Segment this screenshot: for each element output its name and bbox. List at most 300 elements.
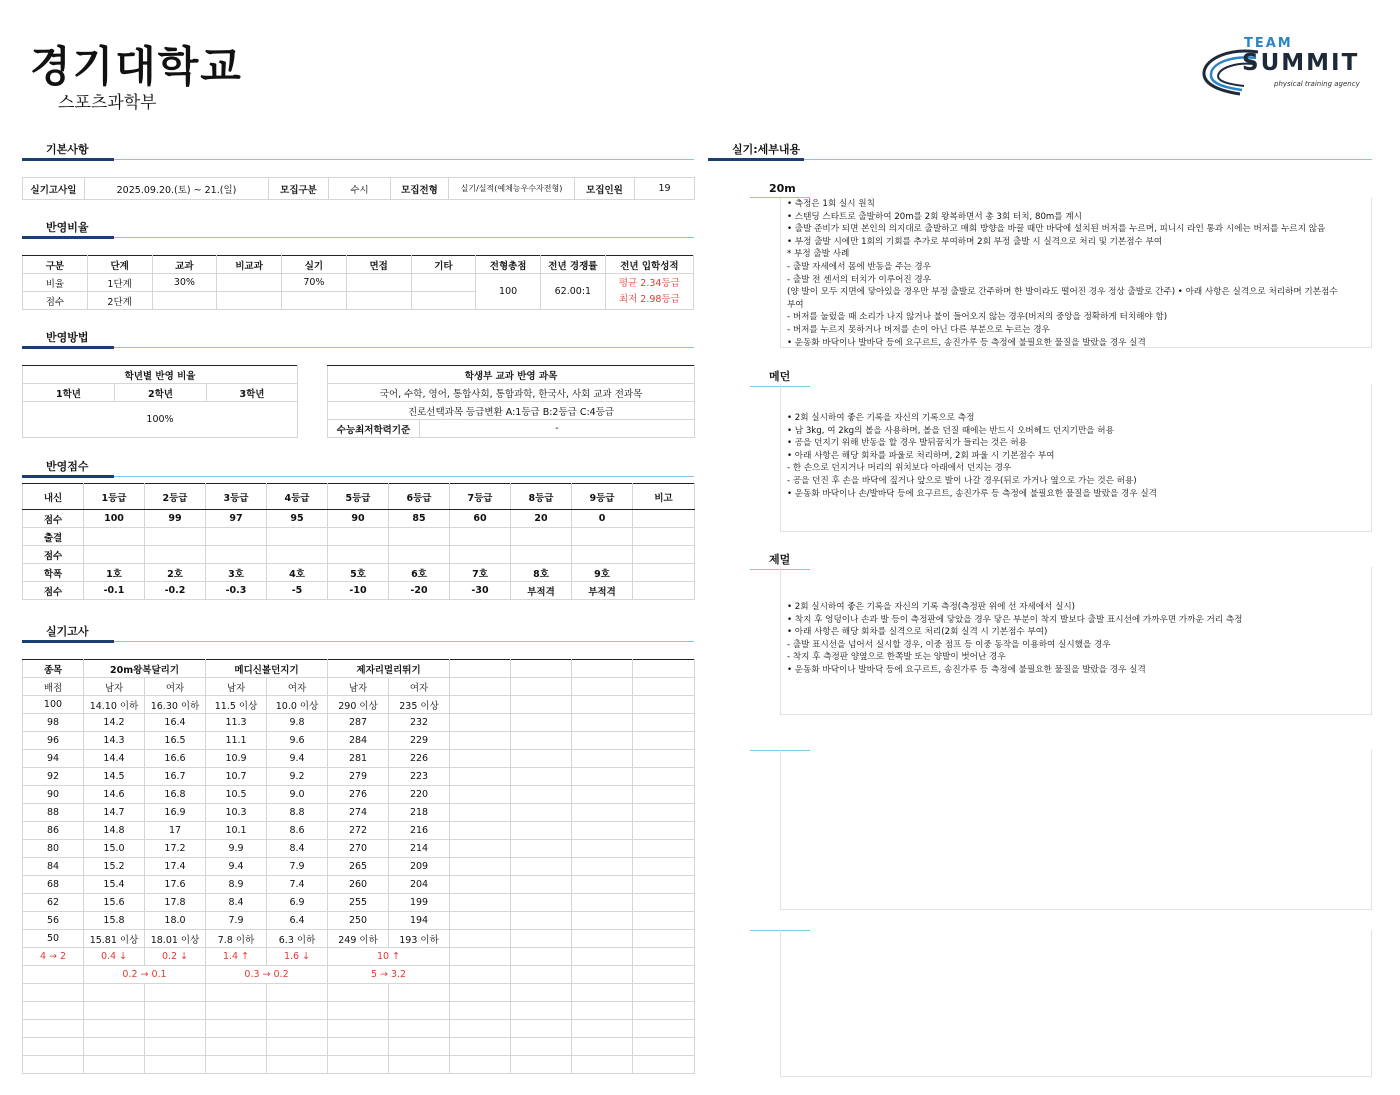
exam-empty-cell [633, 804, 695, 822]
exam-cell: 9.9 [206, 840, 267, 858]
basic-date-label: 실기고사일 [23, 178, 85, 200]
exam-empty-cell [450, 1020, 511, 1038]
ratio-header: 교과 [152, 256, 217, 274]
exam-empty-cell [633, 1020, 695, 1038]
score-cell: 20 [511, 510, 572, 528]
team-summit-logo [1200, 36, 1390, 100]
exam-empty-cell [450, 750, 511, 768]
basic-info-table [22, 177, 695, 200]
logo-team-text: TEAM [1244, 36, 1293, 51]
ratio-grade-min: 최저 2.98등급 [618, 293, 680, 305]
section-header-exam [22, 620, 694, 642]
exam-empty-cell [145, 1056, 206, 1074]
exam-cell: 16.6 [145, 750, 206, 768]
subjects-min-value: - [420, 420, 695, 438]
detail-ball-list [781, 412, 1371, 500]
exam-empty-cell [206, 1056, 267, 1074]
exam-empty-cell [511, 1002, 572, 1020]
score-cell [572, 528, 633, 546]
exam-empty-cell [450, 696, 511, 714]
exam-empty-cell [633, 1002, 695, 1020]
section-title-score: 반영점수 [46, 460, 89, 473]
ratio-cell: 1단계 [87, 274, 152, 292]
score-row [23, 510, 695, 528]
exam-empty-cell [572, 858, 633, 876]
exam-empty-cell [511, 876, 572, 894]
exam-empty-cell [23, 1020, 84, 1038]
exam-blank-row [23, 1020, 695, 1038]
exam-cell: 249 이하 [328, 930, 389, 948]
exam-cell: 229 [389, 732, 450, 750]
exam-cell: 7.9 [267, 858, 328, 876]
exam-cell: 14.2 [84, 714, 145, 732]
exam-empty-cell [572, 732, 633, 750]
score-cell: 5호 [328, 564, 389, 582]
exam-empty-cell [572, 786, 633, 804]
exam-empty-cell [633, 678, 695, 696]
exam-empty-cell [572, 768, 633, 786]
exam-empty-cell [511, 912, 572, 930]
exam-blank-row [23, 984, 695, 1002]
subjects-min-label: 수능최저학력기준 [328, 420, 420, 438]
exam-cell: 17.4 [145, 858, 206, 876]
score-cell: 95 [267, 510, 328, 528]
score-cell [633, 528, 695, 546]
exam-empty-cell [84, 1056, 145, 1074]
exam-cell: 290 이상 [328, 696, 389, 714]
exam-delta-cell: 0.3 → 0.2 [206, 966, 328, 984]
exam-empty-cell [633, 912, 695, 930]
exam-sub-cell: 여자 [145, 678, 206, 696]
basic-type-label: 모집구분 [269, 178, 329, 200]
ratio-cell [411, 292, 476, 310]
score-cell: 점수 [23, 546, 84, 564]
score-cell: 99 [145, 510, 206, 528]
ratio-cell [346, 292, 411, 310]
exam-cell: 9.4 [206, 858, 267, 876]
ratio-cell [282, 292, 347, 310]
score-cell: 7호 [450, 564, 511, 582]
exam-cell: 218 [389, 804, 450, 822]
exam-ball-header: 메디신볼던지기 [206, 660, 328, 678]
exam-row [23, 786, 695, 804]
exam-empty-cell [572, 966, 633, 984]
exam-delta-cell: 0.4 ↓ [84, 948, 145, 966]
exam-empty-cell [511, 894, 572, 912]
score-cell [633, 582, 695, 600]
exam-empty-cell [450, 714, 511, 732]
exam-cell: 94 [23, 750, 84, 768]
score-header: 3등급 [206, 484, 267, 510]
exam-cell: 11.3 [206, 714, 267, 732]
detail-line: (양 발이 모두 지면에 닿아있을 경우만 부정 출발로 간주하며 한 발이라도 떨어진 경우 정상 출발로 간주) • 아래 사항은 실격으로 처리하며 기본점수 [787, 287, 1338, 298]
detail-jump-list [781, 601, 1371, 677]
score-cell [450, 546, 511, 564]
exam-empty-cell [328, 1020, 389, 1038]
exam-cell: 6.9 [267, 894, 328, 912]
detail-line: - 한 손으로 던지거나 머리의 위치보다 아래에서 던지는 경우 [787, 463, 1012, 474]
ratio-header: 단계 [87, 256, 152, 274]
basic-count-label: 모집인원 [575, 178, 635, 200]
exam-cell: 88 [23, 804, 84, 822]
exam-empty-cell [267, 1020, 328, 1038]
exam-empty-cell [572, 750, 633, 768]
section-header-detail [708, 138, 1372, 160]
exam-row [23, 858, 695, 876]
exam-empty-cell [572, 1002, 633, 1020]
exam-row [23, 912, 695, 930]
score-cell: 점수 [23, 582, 84, 600]
score-cell: 학폭 [23, 564, 84, 582]
exam-row [23, 768, 695, 786]
exam-cell: 16.7 [145, 768, 206, 786]
exam-empty-cell [511, 732, 572, 750]
exam-cell: 10.3 [206, 804, 267, 822]
exam-empty-cell [23, 1056, 84, 1074]
section-title-detail: 실기:세부내용 [732, 143, 801, 156]
exam-cell: 8.9 [206, 876, 267, 894]
exam-delta-cell: 1.6 ↓ [267, 948, 328, 966]
score-cell [511, 528, 572, 546]
exam-cell: 16.30 이하 [145, 696, 206, 714]
exam-empty-cell [450, 768, 511, 786]
ratio-header: 전년 입학성적 [605, 256, 693, 274]
score-header: 9등급 [572, 484, 633, 510]
detail-jump-box [780, 567, 1372, 715]
exam-empty-cell [450, 1038, 511, 1056]
exam-blank-row [23, 1002, 695, 1020]
exam-empty-cell [511, 840, 572, 858]
exam-cell: 214 [389, 840, 450, 858]
score-cell: 3호 [206, 564, 267, 582]
exam-delta-row [23, 966, 695, 984]
exam-empty-cell [328, 984, 389, 1002]
basic-track-label: 모집전형 [391, 178, 449, 200]
exam-cell: 14.6 [84, 786, 145, 804]
ratio-header: 실기 [282, 256, 347, 274]
exam-cell: 265 [328, 858, 389, 876]
detail-20m-box [780, 198, 1372, 348]
ratio-grade-avg: 평균 2.34등급 [618, 277, 680, 289]
score-cell: 부적격 [572, 582, 633, 600]
exam-empty-cell [633, 930, 695, 948]
exam-empty-cell [511, 966, 572, 984]
exam-empty-cell [389, 1038, 450, 1056]
exam-cell: 10.0 이상 [267, 696, 328, 714]
score-cell [328, 528, 389, 546]
exam-cell: 270 [328, 840, 389, 858]
score-header: 5등급 [328, 484, 389, 510]
exam-cell: 17.6 [145, 876, 206, 894]
exam-cell: 272 [328, 822, 389, 840]
exam-empty-cell [572, 696, 633, 714]
detail-line: - 버저를 누르지 못하거나 버저를 손이 아닌 다른 부분으로 누르는 경우 [787, 324, 1050, 335]
basic-type: 수시 [329, 178, 391, 200]
score-table [22, 483, 695, 600]
exam-cell: 17 [145, 822, 206, 840]
exam-cell: 209 [389, 858, 450, 876]
score-cell [84, 546, 145, 564]
score-header: 7등급 [450, 484, 511, 510]
exam-empty-cell [267, 1056, 328, 1074]
exam-cell: 15.8 [84, 912, 145, 930]
exam-empty-cell [511, 696, 572, 714]
exam-empty-cell [633, 948, 695, 966]
exam-empty-cell [450, 732, 511, 750]
score-cell: 90 [328, 510, 389, 528]
exam-empty-cell [633, 768, 695, 786]
exam-empty-cell [511, 768, 572, 786]
ratio-cell: 2단계 [87, 292, 152, 310]
exam-empty-cell [84, 1002, 145, 1020]
exam-delta-cell: 4 → 2 [23, 948, 84, 966]
exam-row [23, 876, 695, 894]
ratio-header: 비교과 [217, 256, 282, 274]
detail-ball-box [780, 384, 1372, 532]
exam-cell: 6.3 이하 [267, 930, 328, 948]
exam-cell: 15.6 [84, 894, 145, 912]
exam-empty-cell [633, 714, 695, 732]
exam-empty-cell [206, 984, 267, 1002]
detail-line: 부여 [787, 299, 804, 310]
exam-cell: 8.4 [267, 840, 328, 858]
ratio-header: 면접 [346, 256, 411, 274]
exam-sub-cell: 남자 [328, 678, 389, 696]
exam-empty-cell [84, 1020, 145, 1038]
exam-blank-row [23, 1056, 695, 1074]
exam-run-header: 20m왕복달리기 [84, 660, 206, 678]
ratio-total: 100 [476, 274, 541, 310]
exam-cell: 276 [328, 786, 389, 804]
exam-empty-cell [450, 1056, 511, 1074]
detail-line: • 운동화 바닥이나 손/발바닥 등에 요구르트, 송진가루 등 측정에 불필요한 물질을 발랐을 경우 실격 [787, 488, 1157, 499]
detail-line: • 측정은 1회 실시 원칙 [787, 199, 875, 209]
detail-line: * 부정 출발 사례 [787, 249, 850, 260]
score-header: 1등급 [84, 484, 145, 510]
exam-cell: 17.2 [145, 840, 206, 858]
exam-cell: 216 [389, 822, 450, 840]
exam-empty-cell [633, 894, 695, 912]
exam-cell: 62 [23, 894, 84, 912]
subjects-title: 학생부 교과 반영 과목 [328, 366, 695, 384]
ratio-cell: 30% [152, 274, 217, 292]
score-cell [328, 546, 389, 564]
exam-empty-cell [328, 1038, 389, 1056]
exam-empty-cell [450, 1002, 511, 1020]
exam-empty-cell [267, 1038, 328, 1056]
exam-empty-cell [572, 1038, 633, 1056]
exam-cell: 250 [328, 912, 389, 930]
exam-delta-cell: 10 ↑ [328, 948, 450, 966]
detail-jump-title: 제멀 [750, 551, 810, 570]
exam-cell: 194 [389, 912, 450, 930]
score-cell: 60 [450, 510, 511, 528]
ratio-cell [217, 292, 282, 310]
exam-cell: 6.4 [267, 912, 328, 930]
exam-sub-cell: 배점 [23, 678, 84, 696]
ratio-header: 기타 [411, 256, 476, 274]
grade-year: 1학년 [23, 384, 115, 402]
exam-delta-row [23, 948, 695, 966]
exam-cell: 199 [389, 894, 450, 912]
score-cell: 부적격 [511, 582, 572, 600]
detail-line: - 공을 던진 후 손을 바닥에 짚거나 앞으로 발이 나갈 경우(뒤로 가거나 옆으로 가는 것은 허용) [787, 475, 1137, 486]
exam-cell: 274 [328, 804, 389, 822]
exam-cell: 92 [23, 768, 84, 786]
exam-cell: 14.8 [84, 822, 145, 840]
exam-cell: 7.8 이하 [206, 930, 267, 948]
exam-cell: 14.7 [84, 804, 145, 822]
exam-empty-cell [572, 948, 633, 966]
basic-date: 2025.09.20.(토) ~ 21.(일) [85, 178, 269, 200]
exam-empty-cell [633, 696, 695, 714]
exam-empty-cell [572, 876, 633, 894]
exam-cell: 204 [389, 876, 450, 894]
exam-cell: 15.81 이상 [84, 930, 145, 948]
score-cell [633, 546, 695, 564]
exam-empty-cell [572, 840, 633, 858]
section-title-ratio: 반영비율 [46, 221, 89, 234]
exam-empty-cell [511, 930, 572, 948]
exam-empty-cell [572, 1020, 633, 1038]
exam-empty-cell [633, 984, 695, 1002]
exam-cell: 15.2 [84, 858, 145, 876]
detail-line: - 출발 자세에서 몸에 반동을 주는 경우 [787, 261, 932, 272]
exam-row [23, 732, 695, 750]
score-header: 6등급 [389, 484, 450, 510]
page-subtitle: 스포츠과학부 [58, 93, 157, 113]
exam-cell: 287 [328, 714, 389, 732]
exam-cell: 281 [328, 750, 389, 768]
detail-20m-list [781, 198, 1371, 349]
exam-row [23, 894, 695, 912]
exam-row [23, 804, 695, 822]
exam-cell: 15.0 [84, 840, 145, 858]
exam-cell: 14.3 [84, 732, 145, 750]
exam-empty-cell [511, 750, 572, 768]
subjects-line2: 진로선택과목 등급변환 A:1등급 B:2등급 C:4등급 [328, 402, 695, 420]
exam-empty-cell [267, 984, 328, 1002]
detail-20m-title: 20m [750, 182, 810, 198]
exam-empty-cell [328, 1002, 389, 1020]
score-cell: -30 [450, 582, 511, 600]
score-cell [389, 546, 450, 564]
exam-cell: 260 [328, 876, 389, 894]
exam-cell: 84 [23, 858, 84, 876]
exam-cell: 100 [23, 696, 84, 714]
exam-empty-cell [511, 678, 572, 696]
exam-cell: 7.4 [267, 876, 328, 894]
ratio-header: 전형총점 [476, 256, 541, 274]
exam-empty-cell [23, 1002, 84, 1020]
exam-cell: 86 [23, 822, 84, 840]
section-header-basic [22, 138, 694, 160]
exam-cell: 11.1 [206, 732, 267, 750]
exam-empty-cell [84, 984, 145, 1002]
score-cell [145, 546, 206, 564]
detail-line: • 운동화 바닥이나 발바닥 등에 요구르트, 송진가루 등 측정에 불필요한 물질을 발랐을 경우 실격 [787, 664, 1146, 675]
exam-empty-cell [511, 1056, 572, 1074]
detail-line: - 출발 표시선을 넘어서 실시할 경우, 이중 점프 등 이중 동작을 이용하여 실시했을 경우 [787, 639, 1111, 650]
exam-cell: 68 [23, 876, 84, 894]
exam-empty-cell [206, 1002, 267, 1020]
exam-empty-cell [206, 1038, 267, 1056]
ratio-header: 구분 [23, 256, 88, 274]
score-cell [450, 528, 511, 546]
exam-cell: 16.4 [145, 714, 206, 732]
score-cell [206, 528, 267, 546]
grade-ratio-table [22, 365, 298, 438]
detail-line: • 아래 사항은 해당 회차를 실격으로 처리(2회 실격 시 기본점수 부여) [787, 627, 1048, 638]
score-cell: -0.1 [84, 582, 145, 600]
subjects-line1: 국어, 수학, 영어, 통합사회, 통합과학, 한국사, 사회 교과 전과목 [328, 384, 695, 402]
exam-cell: 10.5 [206, 786, 267, 804]
exam-empty-cell [633, 1056, 695, 1074]
exam-empty-cell [572, 912, 633, 930]
grade-year: 2학년 [115, 384, 207, 402]
logo-tagline: physical training agency [1274, 80, 1360, 88]
section-header-score [22, 455, 694, 477]
detail-ball-title: 메던 [750, 368, 810, 387]
exam-empty-cell [633, 786, 695, 804]
exam-empty-cell [145, 984, 206, 1002]
exam-cell: 226 [389, 750, 450, 768]
exam-cell: 9.6 [267, 732, 328, 750]
section-title-method: 반영방법 [46, 331, 89, 344]
detail-line: • 운동화 바닥이나 발바닥 등에 요구르트, 송진가루 등 측정에 불필요한 물질을 발랐을 경우 실격 [787, 337, 1146, 348]
exam-empty-cell [206, 1020, 267, 1038]
exam-cell: 232 [389, 714, 450, 732]
detail-line: • 공을 던지기 위해 반동을 할 경우 발뒤꿈치가 들리는 것은 허용 [787, 438, 1027, 449]
exam-empty-cell [450, 822, 511, 840]
exam-empty-cell [633, 1038, 695, 1056]
score-cell [145, 528, 206, 546]
score-cell [84, 528, 145, 546]
score-cell: 9호 [572, 564, 633, 582]
exam-empty-cell [450, 678, 511, 696]
exam-empty-cell [450, 804, 511, 822]
exam-sub-row [23, 678, 695, 696]
score-cell: -20 [389, 582, 450, 600]
exam-cell: 80 [23, 840, 84, 858]
score-row [23, 582, 695, 600]
score-cell [633, 510, 695, 528]
detail-empty-box-2 [780, 930, 1372, 1077]
score-cell [511, 546, 572, 564]
exam-cell: 15.4 [84, 876, 145, 894]
exam-cell: 284 [328, 732, 389, 750]
exam-cell: 8.4 [206, 894, 267, 912]
score-cell [267, 546, 328, 564]
score-cell [389, 528, 450, 546]
exam-empty-cell [511, 786, 572, 804]
exam-empty-cell [572, 714, 633, 732]
exam-row [23, 714, 695, 732]
exam-empty-cell [389, 1002, 450, 1020]
exam-empty-cell [23, 966, 84, 984]
exam-empty-cell [145, 1002, 206, 1020]
grade-ratio-title: 학년별 반영 비율 [23, 366, 298, 384]
score-header: 4등급 [267, 484, 328, 510]
detail-empty-box-1 [780, 750, 1372, 910]
score-cell [633, 564, 695, 582]
exam-cell: 90 [23, 786, 84, 804]
exam-delta-cell: 0.2 → 0.1 [84, 966, 206, 984]
subjects-table [327, 365, 695, 438]
detail-line: • 2회 실시하여 좋은 기록을 자신의 기록으로 측정 [787, 413, 975, 423]
exam-cell: 255 [328, 894, 389, 912]
ratio-cell: 70% [282, 274, 347, 292]
